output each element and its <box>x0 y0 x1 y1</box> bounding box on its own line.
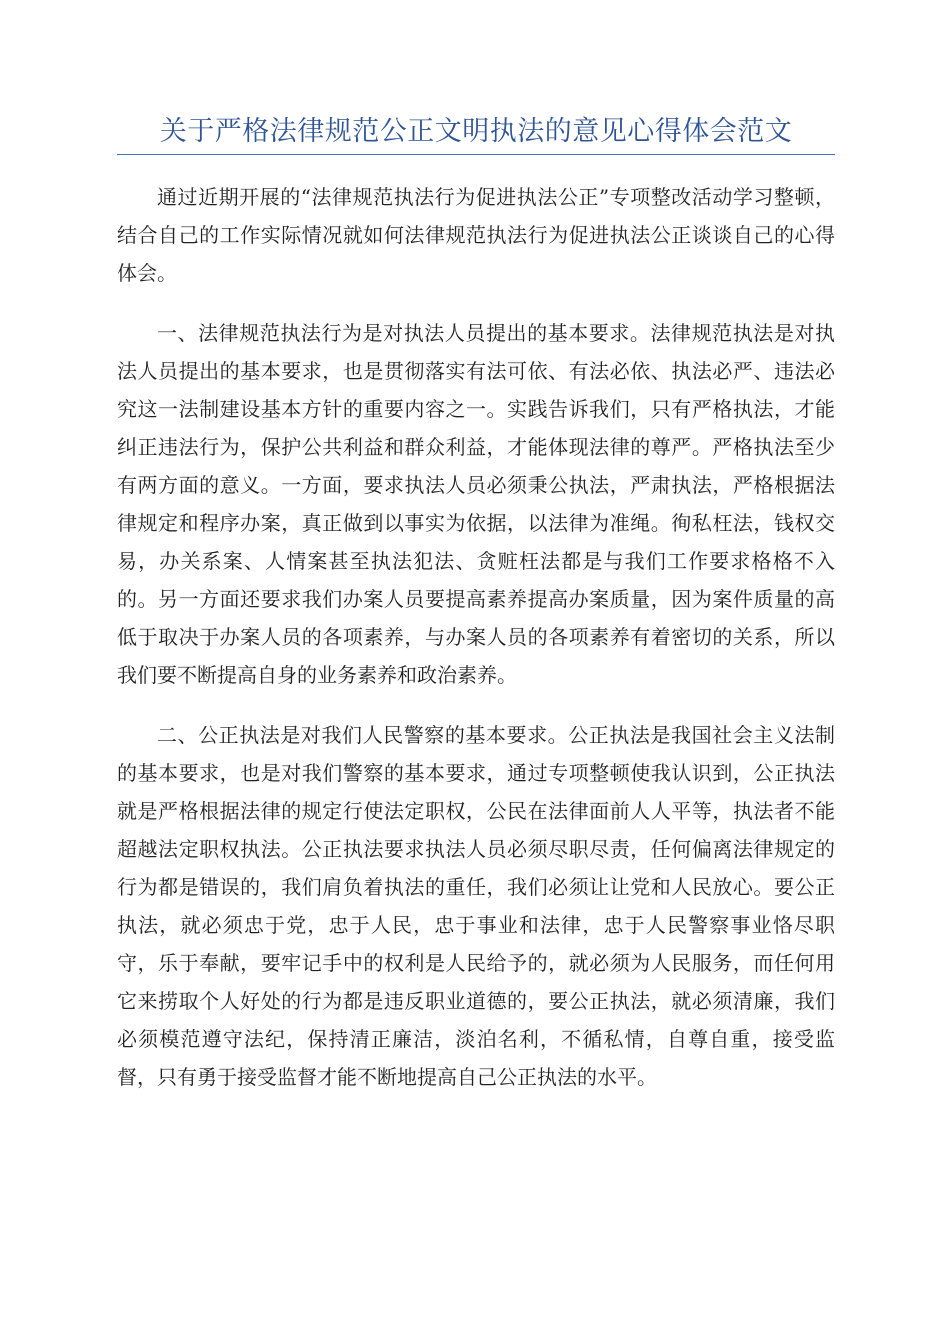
paragraph-section-one: 一、法律规范执法行为是对执法人员提出的基本要求。法律规范执法是对执法人员提出的基本要求，也是贯彻落实有法可依、有法必依、执法必严、违法必究这一法制建设基本方针的重要内容之一。实践告诉我们，只有严格执法，才能纠正违法行为，保护公共利益和群众利益，才能体现法律的尊严。严格执法至少有两方面的意义。一方面，要求执法人员必须秉公执法，严肃执法，严格根据法律规定和程序办案，真正做到以事实为依据，以法律为准绳。徇私枉法，钱权交易，办关系案、人情案甚至执法犯法、贪赃枉法都是与我们工作要求格格不入的。另一方面还要求我们办案人员要提高素养提高办案质量，因为案件质量的高低于取决于办案人员的各项素养，与办案人员的各项素养有着密切的关系，所以我们要不断提高自身的业务素养和政治素养。 <box>117 321 835 687</box>
document-title: 关于严格法律规范公正文明执法的意见心得体会范文 <box>159 116 793 147</box>
paragraph-intro: 通过近期开展的“法律规范执法行为促进执法公正”专项整改活动学习整顿，结合自己的工作实际情况就如何法律规范执法行为促进执法公正谈谈自己的心得体会。 <box>117 185 835 285</box>
title-underline <box>117 154 835 155</box>
paragraph-section-two: 二、公正执法是对我们人民警察的基本要求。公正执法是我国社会主义法制的基本要求，也是对我们警察的基本要求，通过专项整顿使我认识到，公正执法就是严格根据法律的规定行使法定职权，公民在法律面前人人平等，执法者不能超越法定职权执法。公正执法要求执法人员必须尽职尽责，任何偏离法律规定的行为都是错误的，我们肩负着执法的重任，我们必须让让党和人民放心。要公正执法，就必须忠于党，忠于人民，忠于事业和法律，忠于人民警察事业恪尽职守，乐于奉献，要牢记手中的权利是人民给予的，就必须为人民服务，而任何用它来捞取个人好处的行为都是违反职业道德的，要公正执法，就必须清廉，我们必须模范遵守法纪，保持清正廉洁，淡泊名利，不循私情，自尊自重，接受监督，只有勇于接受监督才能不断地提高自己公正执法的水平。 <box>117 723 835 1089</box>
document-body <box>117 178 835 1118</box>
